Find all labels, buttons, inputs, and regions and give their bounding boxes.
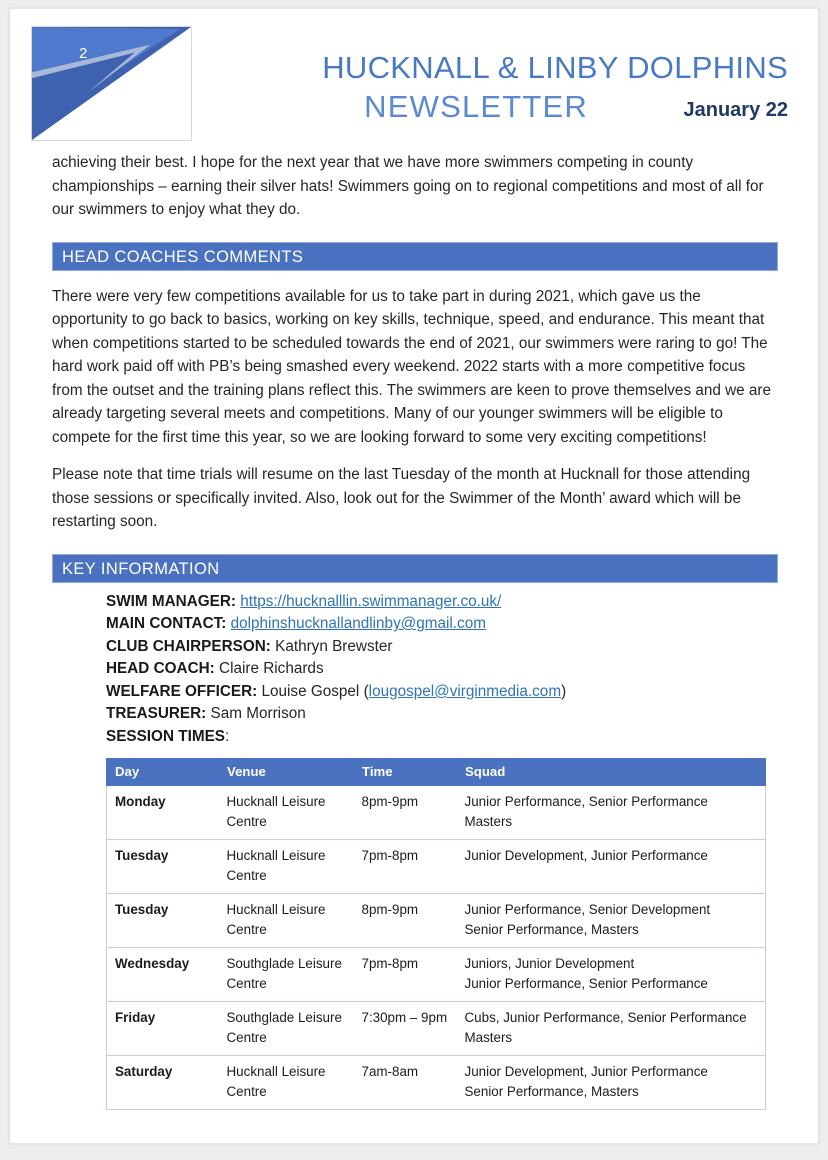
club-title: HUCKNALL & LINBY DOLPHINS <box>322 50 788 85</box>
squad-line-1: Cubs, Junior Performance, Senior Performance <box>464 1009 747 1025</box>
cell-venue <box>219 839 354 893</box>
cell-venue <box>219 785 354 839</box>
key-info-value: : <box>225 728 230 746</box>
column-header-venue: Venue <box>219 758 354 785</box>
cell-squad <box>457 947 766 1001</box>
logo-graphic-icon <box>32 27 191 140</box>
venue-line-2: Centre <box>226 1029 267 1045</box>
cell-day: Wednesday <box>107 947 219 1001</box>
welfare-officer-email-link[interactable]: lougospel@virginmedia.com <box>368 682 562 700</box>
cell-time: 7am-8am <box>354 1055 457 1109</box>
column-header-day: Day <box>107 758 219 785</box>
session-times-table <box>106 758 766 1110</box>
squad-line-1: Junior Development, Junior Performance <box>464 1063 708 1079</box>
key-info-label: SESSION TIMES <box>106 728 225 746</box>
cell-squad <box>457 1055 766 1109</box>
head-coaches-paragraph-1: There were very few competitions available for us to take part in during 2021, which gave us the opportunity to go back to basics, working on key skills, technique, speed, and endurance. This meant that when competitions started to be scheduled towards the end of 2021, our swimmers were raring to go! The hard work paid off with PB’s being smashed every weekend. 2022 starts with a more competitive focus from the outset and the training plans reflect this. The swimmers are keen to prove themselves and we are already targeting several meets and competitions. Many of our younger swimmers will be eligible to compete for the first time this year, so we are looking forward to some very exciting competitions! <box>52 287 772 446</box>
venue-line-2: Centre <box>226 867 267 883</box>
cell-venue <box>219 1055 354 1109</box>
swim-manager-link[interactable]: https://hucknalllin.swimmanager.co.uk/ <box>240 592 502 610</box>
table-header-row <box>107 758 766 785</box>
key-info-item-treasurer <box>106 703 778 726</box>
cell-venue <box>219 1001 354 1055</box>
logo-page-number: 2 <box>79 45 88 62</box>
document-page <box>9 8 819 1144</box>
key-info-value: Kathryn Brewster <box>275 637 393 655</box>
squad-line-2: Junior Performance, Senior Performance <box>464 975 708 991</box>
key-information-list <box>106 591 778 749</box>
club-logo <box>31 26 192 141</box>
document-content <box>10 151 818 1110</box>
cell-time: 7pm-8pm <box>354 947 457 1001</box>
venue-line-2: Centre <box>226 813 267 829</box>
key-info-label: CLUB CHAIRPERSON: <box>106 637 271 655</box>
cell-time: 8pm-9pm <box>354 893 457 947</box>
key-info-value: Louise Gospel <box>261 682 360 700</box>
key-info-label: WELFARE OFFICER: <box>106 682 258 700</box>
cell-day: Tuesday <box>107 839 219 893</box>
head-coaches-paragraph-2: Please note that time trials will resume on the last Tuesday of the month at Hucknall for those attending those sessions or specifically invited. Also, look out for the Swimmer of the Month’ award which will be restarting soon. <box>52 466 751 530</box>
cell-squad <box>457 785 766 839</box>
venue-line-2: Centre <box>226 1083 267 1099</box>
venue-line-1: Hucknall Leisure <box>226 901 326 917</box>
cell-time: 7pm-8pm <box>354 839 457 893</box>
section-banner-key-information: KEY INFORMATION <box>52 554 778 583</box>
key-info-item-session-times <box>106 726 778 749</box>
squad-line-2: Senior Performance, Masters <box>464 1083 639 1099</box>
issue-date: January 22 <box>683 99 788 121</box>
squad-line-1: Juniors, Junior Development <box>464 955 635 971</box>
cell-venue <box>219 893 354 947</box>
cell-squad <box>457 893 766 947</box>
newsletter-label: NEWSLETTER <box>364 89 588 124</box>
venue-line-1: Hucknall Leisure <box>226 847 326 863</box>
venue-line-2: Centre <box>226 921 267 937</box>
cell-squad <box>457 1001 766 1055</box>
squad-line-1: Junior Performance, Senior Development <box>464 901 711 917</box>
section-banner-head-coaches: HEAD COACHES COMMENTS <box>52 242 778 271</box>
key-info-value: Sam Morrison <box>210 705 306 723</box>
venue-line-1: Southglade Leisure <box>226 1009 342 1025</box>
squad-line-2: Senior Performance, Masters <box>464 921 639 937</box>
table-row <box>107 1001 766 1055</box>
cell-venue <box>219 947 354 1001</box>
key-info-item-head-coach <box>106 658 778 681</box>
table-row <box>107 893 766 947</box>
key-info-item-main-contact <box>106 613 778 636</box>
venue-line-1: Southglade Leisure <box>226 955 342 971</box>
cell-day: Friday <box>107 1001 219 1055</box>
venue-line-1: Hucknall Leisure <box>226 793 326 809</box>
cell-day: Monday <box>107 785 219 839</box>
cell-squad <box>457 839 766 893</box>
column-header-time: Time <box>354 758 457 785</box>
key-info-item-welfare-officer <box>106 681 778 704</box>
key-info-label: HEAD COACH: <box>106 660 215 678</box>
table-row <box>107 947 766 1001</box>
column-header-squad: Squad <box>457 758 766 785</box>
table-row <box>107 785 766 839</box>
key-info-item-swim-manager <box>106 591 778 614</box>
squad-line-1: Junior Development, Junior Performance <box>464 847 708 863</box>
cell-time: 8pm-9pm <box>354 785 457 839</box>
newsletter-header <box>10 9 818 159</box>
table-row <box>107 839 766 893</box>
key-info-item-club-chairperson <box>106 636 778 659</box>
title-block <box>200 49 800 133</box>
venue-line-1: Hucknall Leisure <box>226 1063 326 1079</box>
key-info-value: Claire Richards <box>219 660 324 678</box>
cell-day: Saturday <box>107 1055 219 1109</box>
key-info-label: SWIM MANAGER: <box>106 592 237 610</box>
table-row <box>107 1055 766 1109</box>
squad-line-1: Junior Performance, Senior Performance <box>464 793 708 809</box>
squad-line-2: Masters <box>464 1029 513 1045</box>
squad-line-2: Masters <box>464 813 513 829</box>
venue-line-2: Centre <box>226 975 267 991</box>
cell-time: 7:30pm – 9pm <box>354 1001 457 1055</box>
key-info-label: TREASURER: <box>106 705 207 723</box>
intro-paragraph: achieving their best. I hope for the next year that we have more swimmers competing in county championships – earning their silver hats! Swimmers going on to regional competitions and most of all for our swimmers to enjoy what they do. <box>52 154 764 218</box>
paren-close: ) <box>561 682 567 700</box>
key-info-label: MAIN CONTACT: <box>106 615 227 633</box>
paren-open: ( <box>363 682 369 700</box>
cell-day: Tuesday <box>107 893 219 947</box>
main-contact-email-link[interactable]: dolphinshucknallandlinby@gmail.com <box>230 615 486 633</box>
